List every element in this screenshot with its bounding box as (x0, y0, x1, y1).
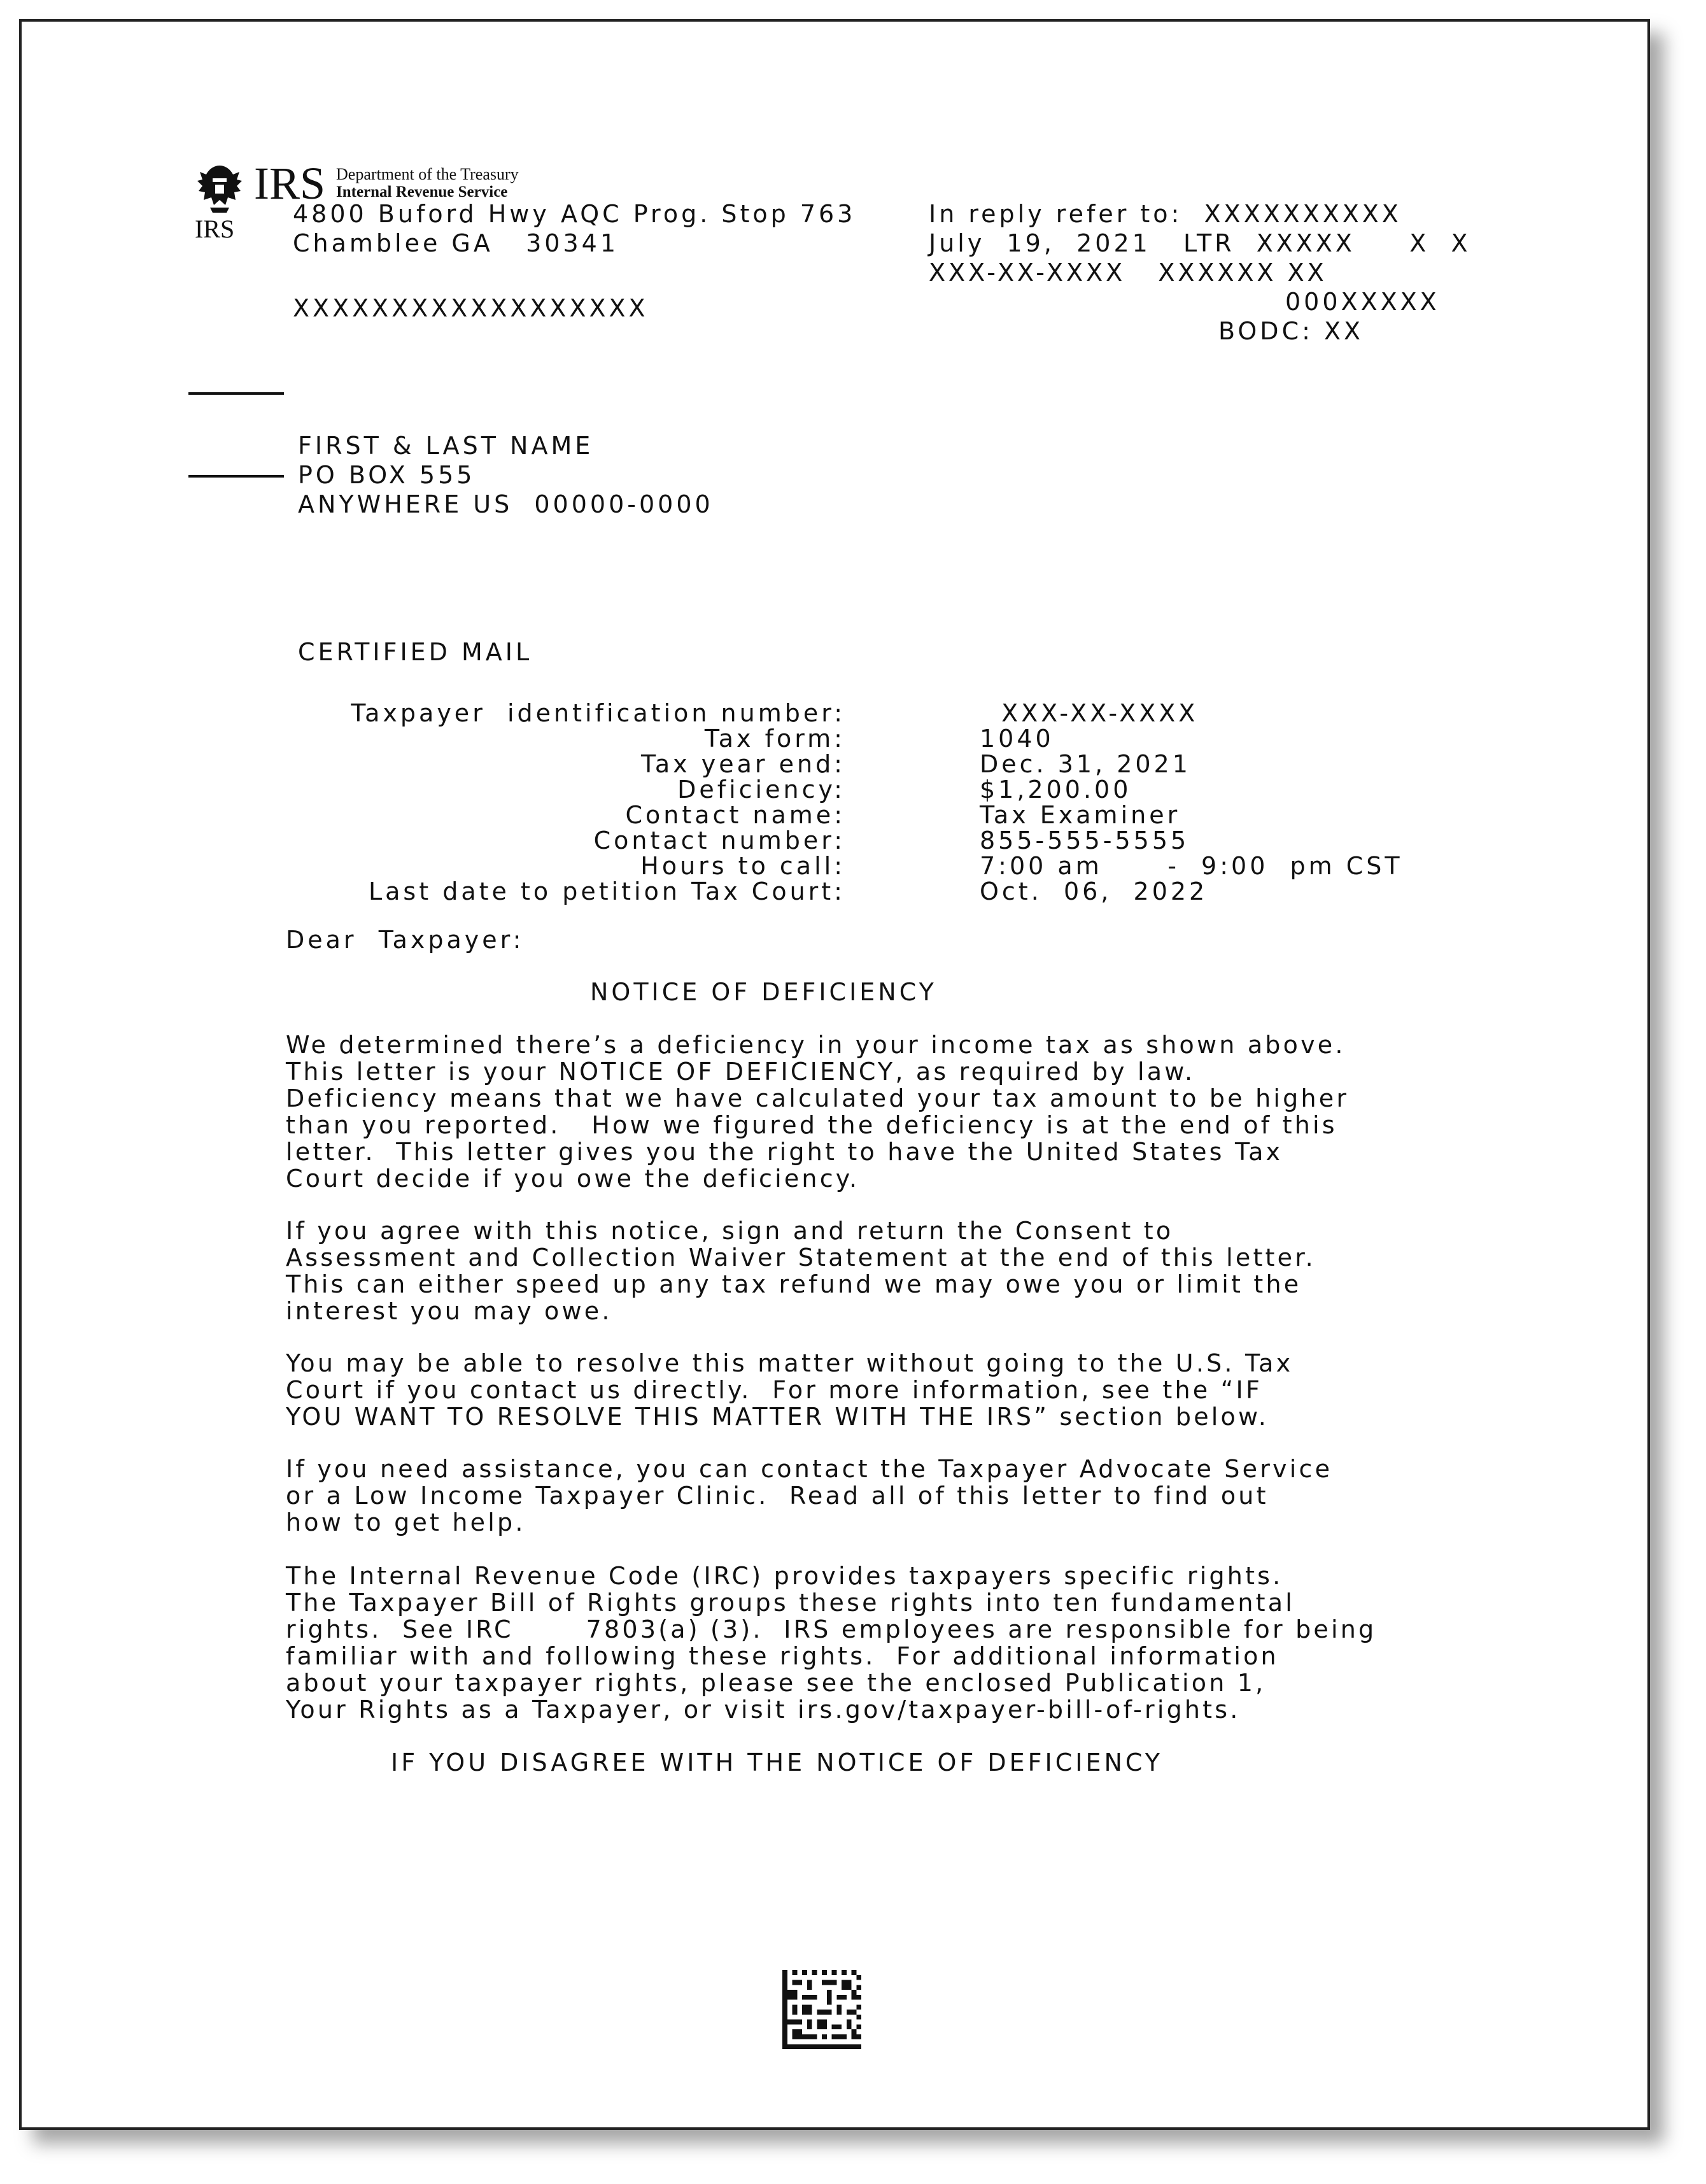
fold-mark-bottom (188, 475, 284, 478)
reference-line4: 000XXXXX (1285, 288, 1440, 316)
paragraph-line: Assessment and Collection Waiver Statement at the end of this letter. (286, 1244, 1316, 1272)
sender-address-line2: Chamblee GA 30341 (293, 229, 619, 257)
detail-value: 1040 (980, 725, 1054, 753)
detail-label: Taxpayer identification number: (351, 699, 845, 727)
paragraph-line: We determined there’s a deficiency in your income tax as shown above. (286, 1031, 1346, 1059)
detail-value: XXX-XX-XXXX (980, 699, 1199, 727)
body-paragraph (286, 1563, 1432, 1723)
detail-value: Tax Examiner (980, 801, 1181, 829)
body-paragraph (286, 1350, 1432, 1430)
paragraph-line: If you need assistance, you can contact the Taxpayer Advocate Service (286, 1455, 1333, 1483)
paragraph-line: Court decide if you owe the deficiency. (286, 1165, 860, 1193)
section-heading: IF YOU DISAGREE WITH THE NOTICE OF DEFICIENCY (391, 1748, 1163, 1776)
body-paragraph (286, 1032, 1432, 1192)
detail-label: Tax form: (704, 725, 845, 753)
salutation: Dear Taxpayer: (286, 926, 525, 954)
datamatrix-barcode (782, 1970, 861, 2049)
irs-eagle-icon (195, 163, 244, 214)
paragraph-line: This can either speed up any tax refund we may owe you or limit the (286, 1270, 1302, 1298)
detail-value: 7:00 am - 9:00 pm CST (980, 852, 1403, 880)
paragraph-line: than you reported. How we figured the deficiency is at the end of this (286, 1111, 1337, 1139)
detail-label: Last date to petition Tax Court: (368, 877, 845, 905)
body-paragraph (286, 1217, 1432, 1324)
paragraph-line: or a Low Income Taxpayer Clinic. Read all of this letter to find out (286, 1482, 1269, 1510)
detail-label: Tax year end: (640, 750, 845, 778)
recipient-street: PO BOX 555 (298, 461, 476, 489)
paragraph-line: interest you may owe. (286, 1297, 612, 1325)
notice-title: NOTICE OF DEFICIENCY (590, 978, 937, 1006)
paragraph-line: about your taxpayer rights, please see the enclosed Publication 1, (286, 1669, 1266, 1697)
sender-code: XXXXXXXXXXXXXXXXXX (293, 294, 649, 322)
reference-line3: XXX-XX-XXXX XXXXXX XX (929, 259, 1327, 287)
recipient-name: FIRST & LAST NAME (298, 432, 594, 460)
department-name: Department of the Treasury (336, 165, 519, 183)
fold-mark-top (188, 392, 284, 395)
detail-value: Oct. 06, 2022 (980, 877, 1208, 905)
mail-type: CERTIFIED MAIL (298, 638, 533, 666)
paragraph-line: letter. This letter gives you the right to have the United States Tax (286, 1138, 1283, 1166)
paragraph-line: how to get help. (286, 1508, 526, 1536)
letter-page (19, 19, 1650, 2130)
detail-label: Deficiency: (677, 776, 845, 804)
detail-value: $1,200.00 (980, 776, 1132, 804)
paragraph-line: This letter is your NOTICE OF DEFICIENCY, as required by law. (286, 1058, 1195, 1086)
paragraph-line: Your Rights as a Taxpayer, or visit irs.gov/taxpayer-bill-of-rights. (286, 1696, 1241, 1724)
paragraph-line: YOU WANT TO RESOLVE THIS MATTER WITH THE IRS” section below. (286, 1403, 1269, 1431)
paragraph-line: Deficiency means that we have calculated your tax amount to be higher (286, 1084, 1350, 1112)
paragraph-line: The Internal Revenue Code (IRC) provides taxpayers specific rights. (286, 1562, 1283, 1590)
body-paragraph (286, 1456, 1432, 1536)
detail-label: Contact name: (625, 801, 845, 829)
detail-value: Dec. 31, 2021 (980, 750, 1191, 778)
paragraph-line: familiar with and following these rights. For additional information (286, 1642, 1279, 1670)
recipient-city: ANYWHERE US 00000-0000 (298, 490, 714, 518)
detail-label: Hours to call: (640, 852, 845, 880)
detail-value: 855-555-5555 (980, 826, 1190, 854)
paragraph-line: If you agree with this notice, sign and return the Consent to (286, 1217, 1174, 1245)
paragraph-line: You may be able to resolve this matter without going to the U.S. Tax (286, 1349, 1294, 1377)
reference-line5: BODC: XX (1218, 317, 1364, 345)
irs-logo-subtext: IRS (195, 215, 235, 243)
paragraph-line: The Taxpayer Bill of Rights groups these rights into ten fundamental (286, 1589, 1295, 1617)
paragraph-line: Court if you contact us directly. For more information, see the “IF (286, 1376, 1262, 1404)
paragraph-line: rights. See IRC 7803(a) (3). IRS employees are responsible for being (286, 1615, 1377, 1643)
service-name: Internal Revenue Service (336, 183, 508, 201)
reference-line2: July 19, 2021 LTR XXXXX X X (929, 229, 1471, 257)
sender-address-line1: 4800 Buford Hwy AQC Prog. Stop 763 (293, 200, 856, 228)
irs-logo-text: IRS (254, 158, 326, 209)
detail-label: Contact number: (593, 826, 845, 854)
reference-line1: In reply refer to: XXXXXXXXXX (929, 200, 1402, 228)
